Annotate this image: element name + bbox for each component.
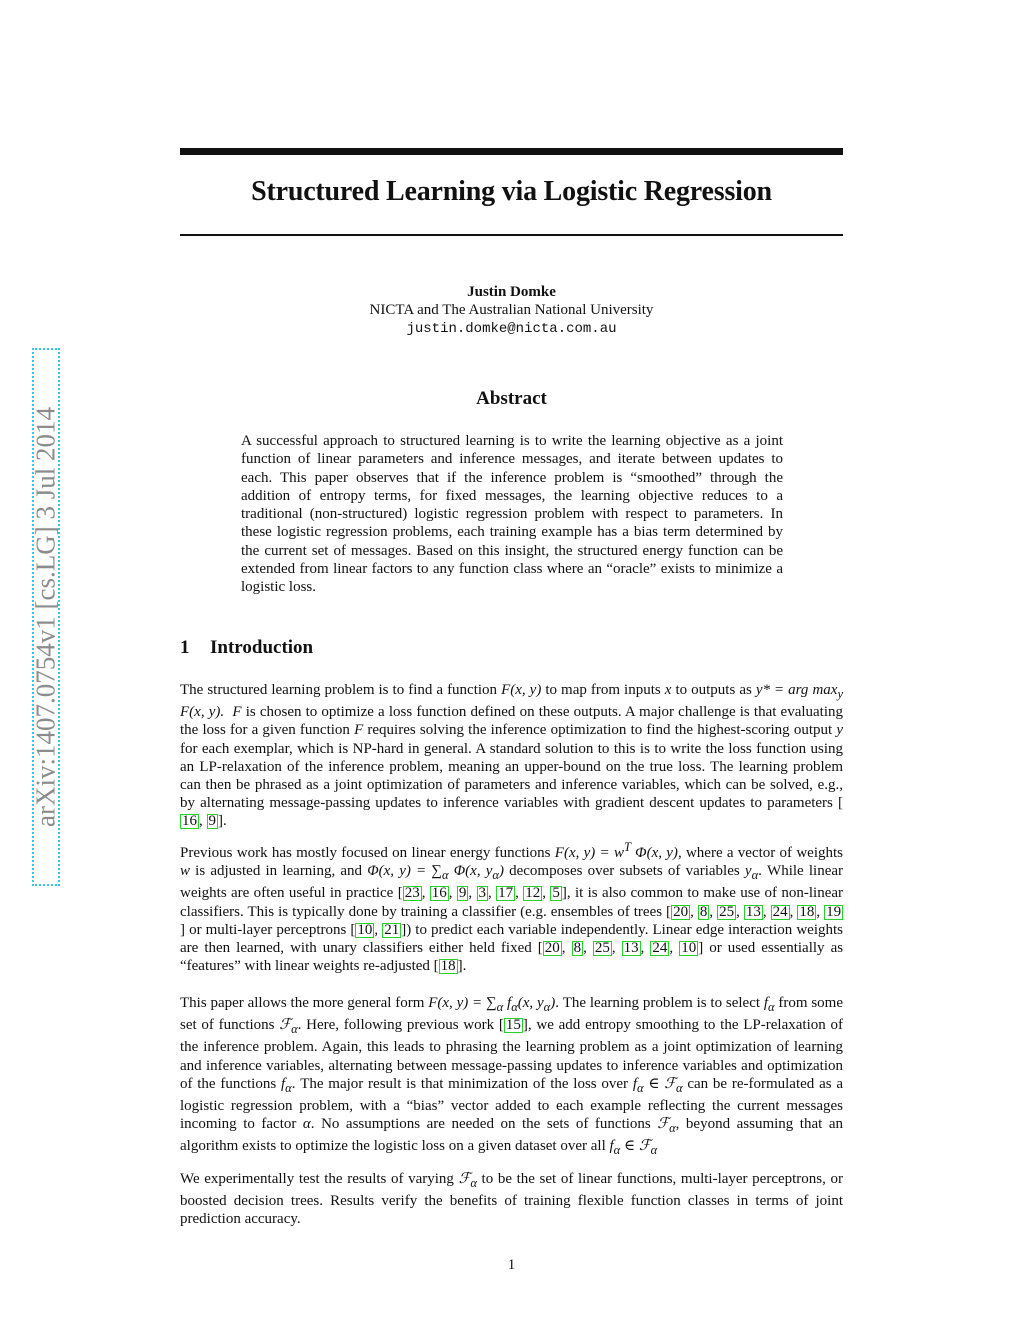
page-number: 1 (507, 1257, 516, 1273)
citation-link[interactable]: 9 (458, 885, 467, 902)
citation-link[interactable]: 13 (745, 903, 761, 920)
citation-link[interactable]: 10 (681, 940, 697, 957)
section-number: 1 (180, 637, 190, 658)
citation-link[interactable]: 8 (573, 940, 582, 957)
citation-link[interactable]: 15 (505, 1017, 521, 1034)
title-rule-top (180, 148, 843, 155)
citation-link[interactable]: 21 (384, 921, 400, 938)
citation-link[interactable]: 12 (525, 885, 541, 902)
citation-link[interactable]: 16 (431, 885, 447, 902)
title-rule-bottom (180, 234, 843, 236)
citation-link[interactable]: 16 (182, 813, 197, 830)
intro-paragraph-4: We experimentally test the results of varying ℱ$_\alpha$ to be the set of linear functions, multi-layer perceptrons, or boosted decision trees. Results verify the benefits of training flexible function classes in terms of joint prediction accuracy. (180, 1171, 844, 1228)
author-affiliation: NICTA and The Australian National University (369, 302, 654, 318)
abstract-body: A successful approach to structured learning is to write the learning objective as a joint function of linear parameters and inference messages, and iterate between updates to each. This paper observes that if the inference problem is “smoothed” through the addition of entropy terms, for fixed messages, the learning objective reduces to a traditional (non-structured) logistic regression problem with respect to parameters. In these logistic regression problems, each training example has a bias term determined by the current set of messages. Based on this insight, the structured energy function can be extended from linear factors to any function class where an “oracle” exists to minimize a logistic loss. (241, 433, 783, 596)
citation-link[interactable]: 24 (652, 940, 668, 957)
citation-link[interactable]: 25 (719, 903, 735, 920)
citation-link[interactable]: 18 (440, 958, 456, 975)
citation-link[interactable]: 19 (826, 903, 842, 920)
section-heading (180, 637, 313, 659)
abstract-heading: Abstract (476, 388, 547, 409)
author-email[interactable]: justin.domke@nicta.com.au (406, 321, 617, 337)
citation-link[interactable]: 8 (699, 903, 708, 920)
paper-title: Structured Learning via Logistic Regression (251, 176, 772, 207)
author-name: Justin Domke (467, 284, 556, 300)
arxiv-stamp (32, 348, 60, 886)
citation-link[interactable]: 3 (478, 885, 487, 902)
intro-paragraph-2: Previous work has mostly focused on linear energy functions F(x, $y) = w^T$ Φ(x, y), where a vector of weights w is adjusted in learning, and Φ(x, $y) = \sum_\alpha$ Φ(x, $y_\alpha$) decomposes over subsets of variables $y_\alpha$. While linear weights are often useful in practice [ 23 , 16 , 9 , 3 , 17 , 12 , 5 ], it is also common to make use of non-linear classifiers. This is typically done by training a classifier (e.g. ensembles of trees [ 20 , 8 , 25 , 13 , 24 , 18 , 19] or multi-layer perceptrons [ 10 , 21 ]) to predict each variable independently. Linear edge interaction weights are then learned, with unary classifiers either held fixed [ 20 , 8 , 25 , 13 , 24 , 10 ] or used essentially as “features” with linear weights re-adjusted [ 18 ]. (180, 840, 844, 975)
citation-link[interactable]: 20 (673, 903, 689, 920)
citation-link[interactable]: 17 (498, 885, 514, 902)
citation-link[interactable]: 9 (208, 813, 216, 830)
intro-paragraph-1: The structured learning problem is to find a function F(x, y) to map from inputs x to outputs as y* = arg $\max_y F(x$, y). F is chosen to optimize a loss function defined on these outputs. A major challenge is that evaluating the loss for a given function F requires solving the inference optimization to find the highest-scoring output y for each exemplar, which is NP-hard in general. A standard solution to this is to write the loss function using an LP-relaxation of the inference problem, meaning an upper-bound on the true loss. The learning problem can then be phrased as a joint optimization of parameters and inference variables, which can be solved, e.g., by alternating message-passing updates to inference variables with gradient descent updates to parameters [16 , 9 ]. (180, 682, 844, 830)
intro-paragraph-3: This paper allows the more general form F(x, $y) = \sum_\alpha$ $f_\alpha(x$, $y_\alpha$). The learning problem is to select $f_\alpha$ from some set of functions ℱ$_\alpha$. Here, following previous work [ 15 ], we add entropy smoothing to the LP-relaxation of the inference problem. Again, this leads to phrasing the learning problem as a joint optimization of learning and inference variables, alternating between message-passing updates to inference variables and optimization of the functions $f_\alpha$. The major result is that minimization of the loss over $f_\alpha$ ∈ ℱ$_\alpha$ can be re-formulated as a logistic regression problem, with a “bias” vector added to each example reflecting the current messages incoming to factor α. No assumptions are needed on the sets of functions ℱ$_\alpha$, beyond assuming that an algorithm exists to optimize the logistic loss on a given dataset over all $f_\alpha$ ∈ ℱ$_\alpha$ (180, 995, 844, 1158)
citation-link[interactable]: 20 (544, 940, 560, 957)
arxiv-id[interactable]: arXiv:1407.0754v1 [cs.LG] 3 Jul 2014 (30, 407, 61, 827)
citation-link[interactable]: 23 (404, 885, 420, 902)
citation-link[interactable]: 13 (623, 940, 639, 957)
section-title: Introduction (210, 637, 314, 658)
citation-link[interactable]: 5 (552, 885, 560, 902)
citation-link[interactable]: 24 (772, 903, 788, 920)
citation-link[interactable]: 10 (357, 921, 373, 938)
citation-link[interactable]: 18 (799, 903, 815, 920)
citation-link[interactable]: 25 (594, 940, 610, 957)
